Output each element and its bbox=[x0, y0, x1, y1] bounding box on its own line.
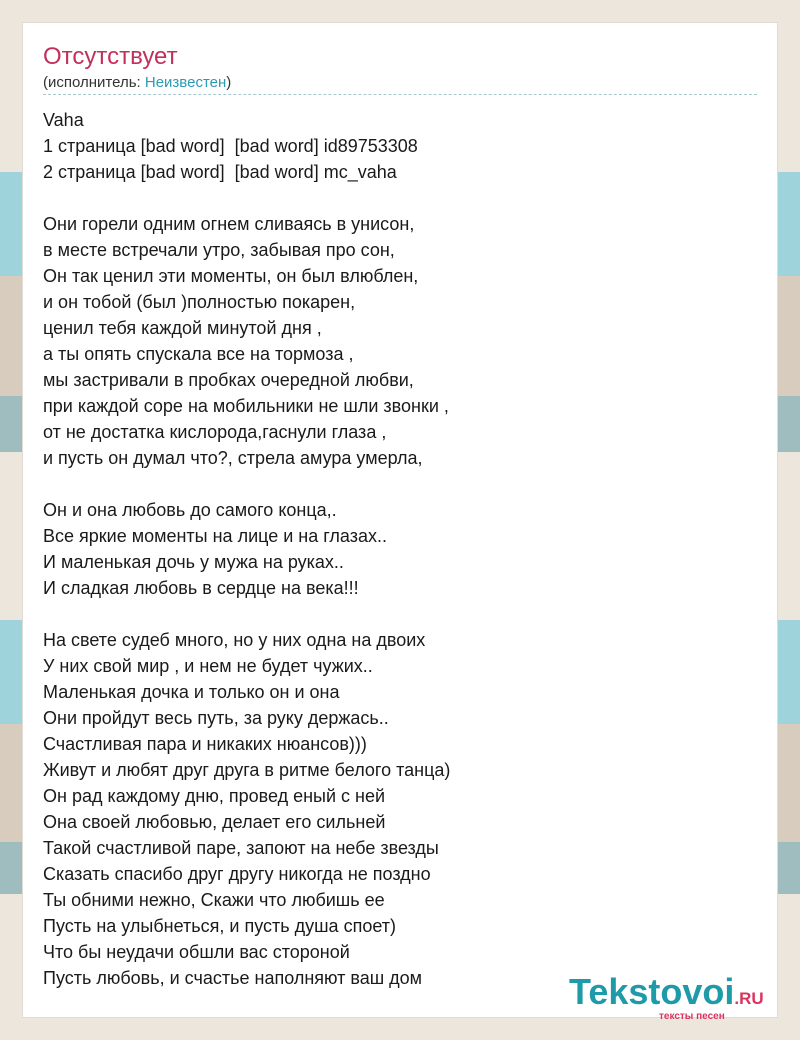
lyrics-line: при каждой соре на мобильники не шли звонки , bbox=[43, 396, 449, 416]
lyrics-line: Живут и любят друг друга в ритме белого танца) bbox=[43, 760, 451, 780]
lyrics-line: Он и она любовь до самого конца,. bbox=[43, 500, 337, 520]
lyrics-line: Он рад каждому дню, провед еный с ней bbox=[43, 786, 386, 806]
lyrics-line: от не достатка кислорода,гаснули глаза , bbox=[43, 422, 387, 442]
lyrics-line: 2 страница [bad word] [bad word] mc_vaha bbox=[43, 162, 397, 182]
artist-line bbox=[43, 74, 231, 91]
lyrics-line: Все яркие моменты на лице и на глазах.. bbox=[43, 526, 387, 546]
lyrics-line: Он так ценил эти моменты, он был влюблен, bbox=[43, 266, 419, 286]
logo-name: Tekstovoi bbox=[569, 971, 735, 1012]
lyrics-line: а ты опять спускала все на тормоза , bbox=[43, 344, 354, 364]
artist-suffix: ) bbox=[226, 74, 232, 91]
lyrics-line: и пусть он думал что?, стрела амура умерла, bbox=[43, 448, 423, 468]
lyrics-line: и он тобой (был )полностью покарен, bbox=[43, 292, 356, 312]
lyrics-line: Счастливая пара и никаких нюансов))) bbox=[43, 734, 367, 754]
lyrics-line bbox=[43, 185, 757, 211]
lyrics-line: Она своей любовью, делает его сильней bbox=[43, 812, 386, 832]
lyrics-line: Маленькая дочка и только он и она bbox=[43, 682, 340, 702]
lyrics-line: мы застривали в пробках очередной любви, bbox=[43, 370, 414, 390]
song-title: Отсутствует bbox=[43, 43, 178, 70]
lyrics-line: Сказать спасибо друг другу никогда не поздно bbox=[43, 864, 431, 884]
lyrics-text bbox=[43, 107, 757, 991]
lyrics-card bbox=[22, 22, 778, 1022]
title-divider bbox=[43, 94, 757, 95]
lyrics-line bbox=[43, 471, 757, 497]
lyrics-line: Они горели одним огнем сливаясь в унисон, bbox=[43, 214, 415, 234]
lyrics-line: Они пройдут весь путь, за руку держась.. bbox=[43, 708, 389, 728]
lyrics-line: ценил тебя каждой минутой дня , bbox=[43, 318, 322, 338]
lyrics-line: Такой счастливой паре, запоют на небе звезды bbox=[43, 838, 439, 858]
site-logo[interactable] bbox=[569, 971, 779, 1022]
logo-tld: .RU bbox=[734, 989, 764, 1008]
lyrics-line: Ты обними нежно, Скажи что любишь ее bbox=[43, 890, 385, 910]
lyrics-line: Пусть на улыбнеться, и пусть душа споет) bbox=[43, 916, 396, 936]
artist-prefix: (исполнитель: bbox=[43, 74, 145, 91]
lyrics-line: 1 страница [bad word] [bad word] id89753308 bbox=[43, 136, 418, 156]
lyrics-line: И маленькая дочь у мужа на руках.. bbox=[43, 552, 344, 572]
lyrics-line bbox=[43, 601, 757, 627]
lyrics-line: в месте встречали утро, забывая про сон, bbox=[43, 240, 395, 260]
lyrics-line: Vaha bbox=[43, 110, 84, 130]
lyrics-line: У них свой мир , и нем не будет чужих.. bbox=[43, 656, 373, 676]
logo-tagline: тексты песен bbox=[659, 1011, 725, 1022]
lyrics-line: И сладкая любовь в сердце на века!!! bbox=[43, 578, 359, 598]
lyrics-line: На свете судеб много, но у них одна на двоих bbox=[43, 630, 426, 650]
lyrics-line: Пусть любовь, и счастье наполняют ваш дом bbox=[43, 968, 423, 988]
artist-link[interactable]: Неизвестен bbox=[144, 74, 227, 91]
lyrics-line: Что бы неудачи обшли вас стороной bbox=[43, 942, 350, 962]
